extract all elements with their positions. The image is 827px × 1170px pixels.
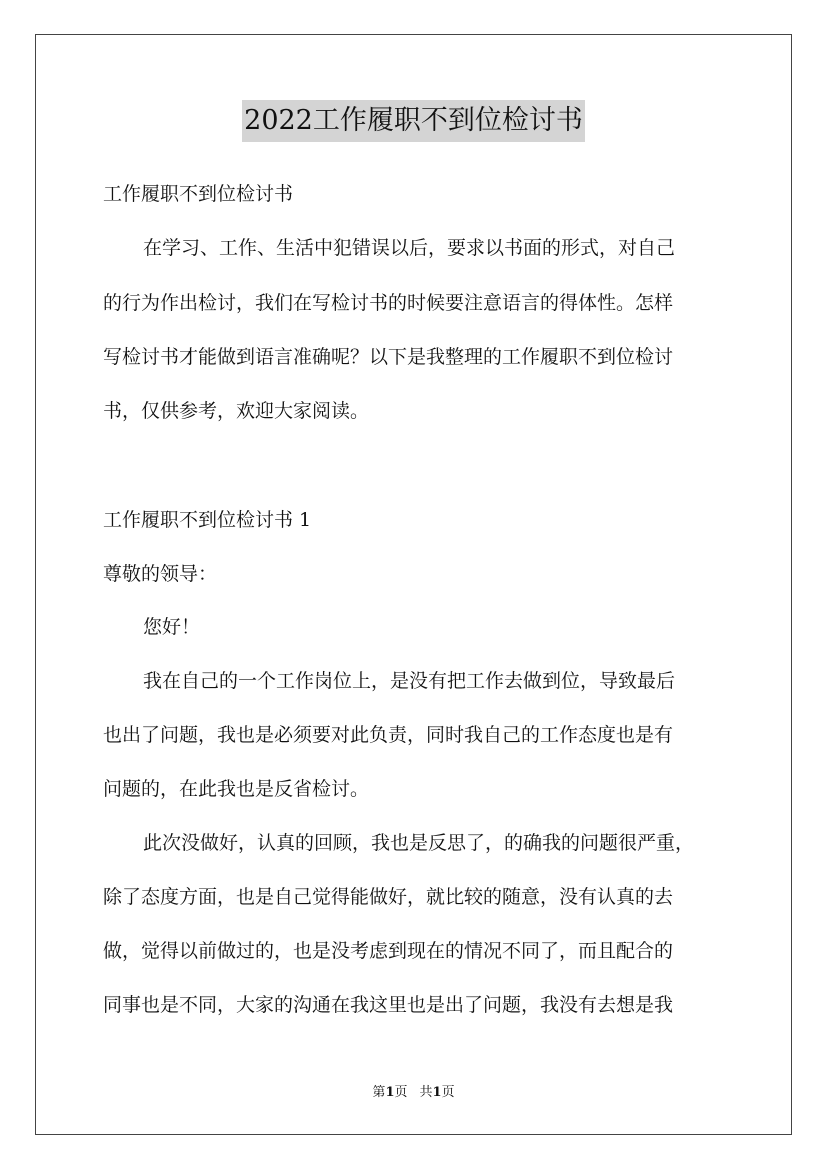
page-suffix: 页	[394, 1085, 408, 1100]
document-title: 2022工作履职不到位检讨书	[242, 100, 585, 142]
paragraph-line: 我在自己的一个工作岗位上，是没有把工作去做到位，导致最后	[143, 670, 676, 692]
section-heading: 工作履职不到位检讨书 1	[103, 509, 312, 531]
page-prefix: 第	[372, 1085, 386, 1100]
paragraph-line: 除了态度方面，也是自己觉得能做好，就比较的随意，没有认真的去	[103, 886, 674, 908]
paragraph-line: 做，觉得以前做过的，也是没考虑到现在的情况不同了，而且配合的	[103, 940, 674, 962]
title-area	[0, 100, 827, 142]
salutation: 尊敬的领导：	[103, 563, 218, 585]
paragraph-line: 也出了问题，我也是必须要对此负责，同时我自己的工作态度也是有	[103, 724, 674, 746]
paragraph-line: 此次没做好，认真的回顾，我也是反思了，的确我的问题很严重，	[143, 832, 695, 854]
page-number: 1	[385, 1085, 395, 1100]
page-total: 1	[432, 1085, 442, 1100]
paragraph-line: 的行为作出检讨，我们在写检讨书的时候要注意语言的得体性。怎样	[103, 292, 674, 314]
greeting: 您好！	[143, 616, 201, 638]
page-footer	[0, 1084, 827, 1102]
paragraph-line: 在学习、工作、生活中犯错误以后，要求以书面的形式，对自己	[143, 237, 676, 259]
paragraph-line: 问题的，在此我也是反省检讨。	[103, 778, 370, 800]
total-suffix: 页	[441, 1085, 455, 1100]
paragraph-line: 同事也是不同，大家的沟通在我这里也是出了问题，我没有去想是我	[103, 994, 674, 1016]
paragraph-line: 书，仅供参考，欢迎大家阅读。	[103, 400, 370, 422]
paragraph-line: 写检讨书才能做到语言准确呢？以下是我整理的工作履职不到位检讨	[103, 346, 674, 368]
total-prefix: 共	[419, 1085, 433, 1100]
subtitle-heading: 工作履职不到位检讨书	[103, 183, 294, 205]
